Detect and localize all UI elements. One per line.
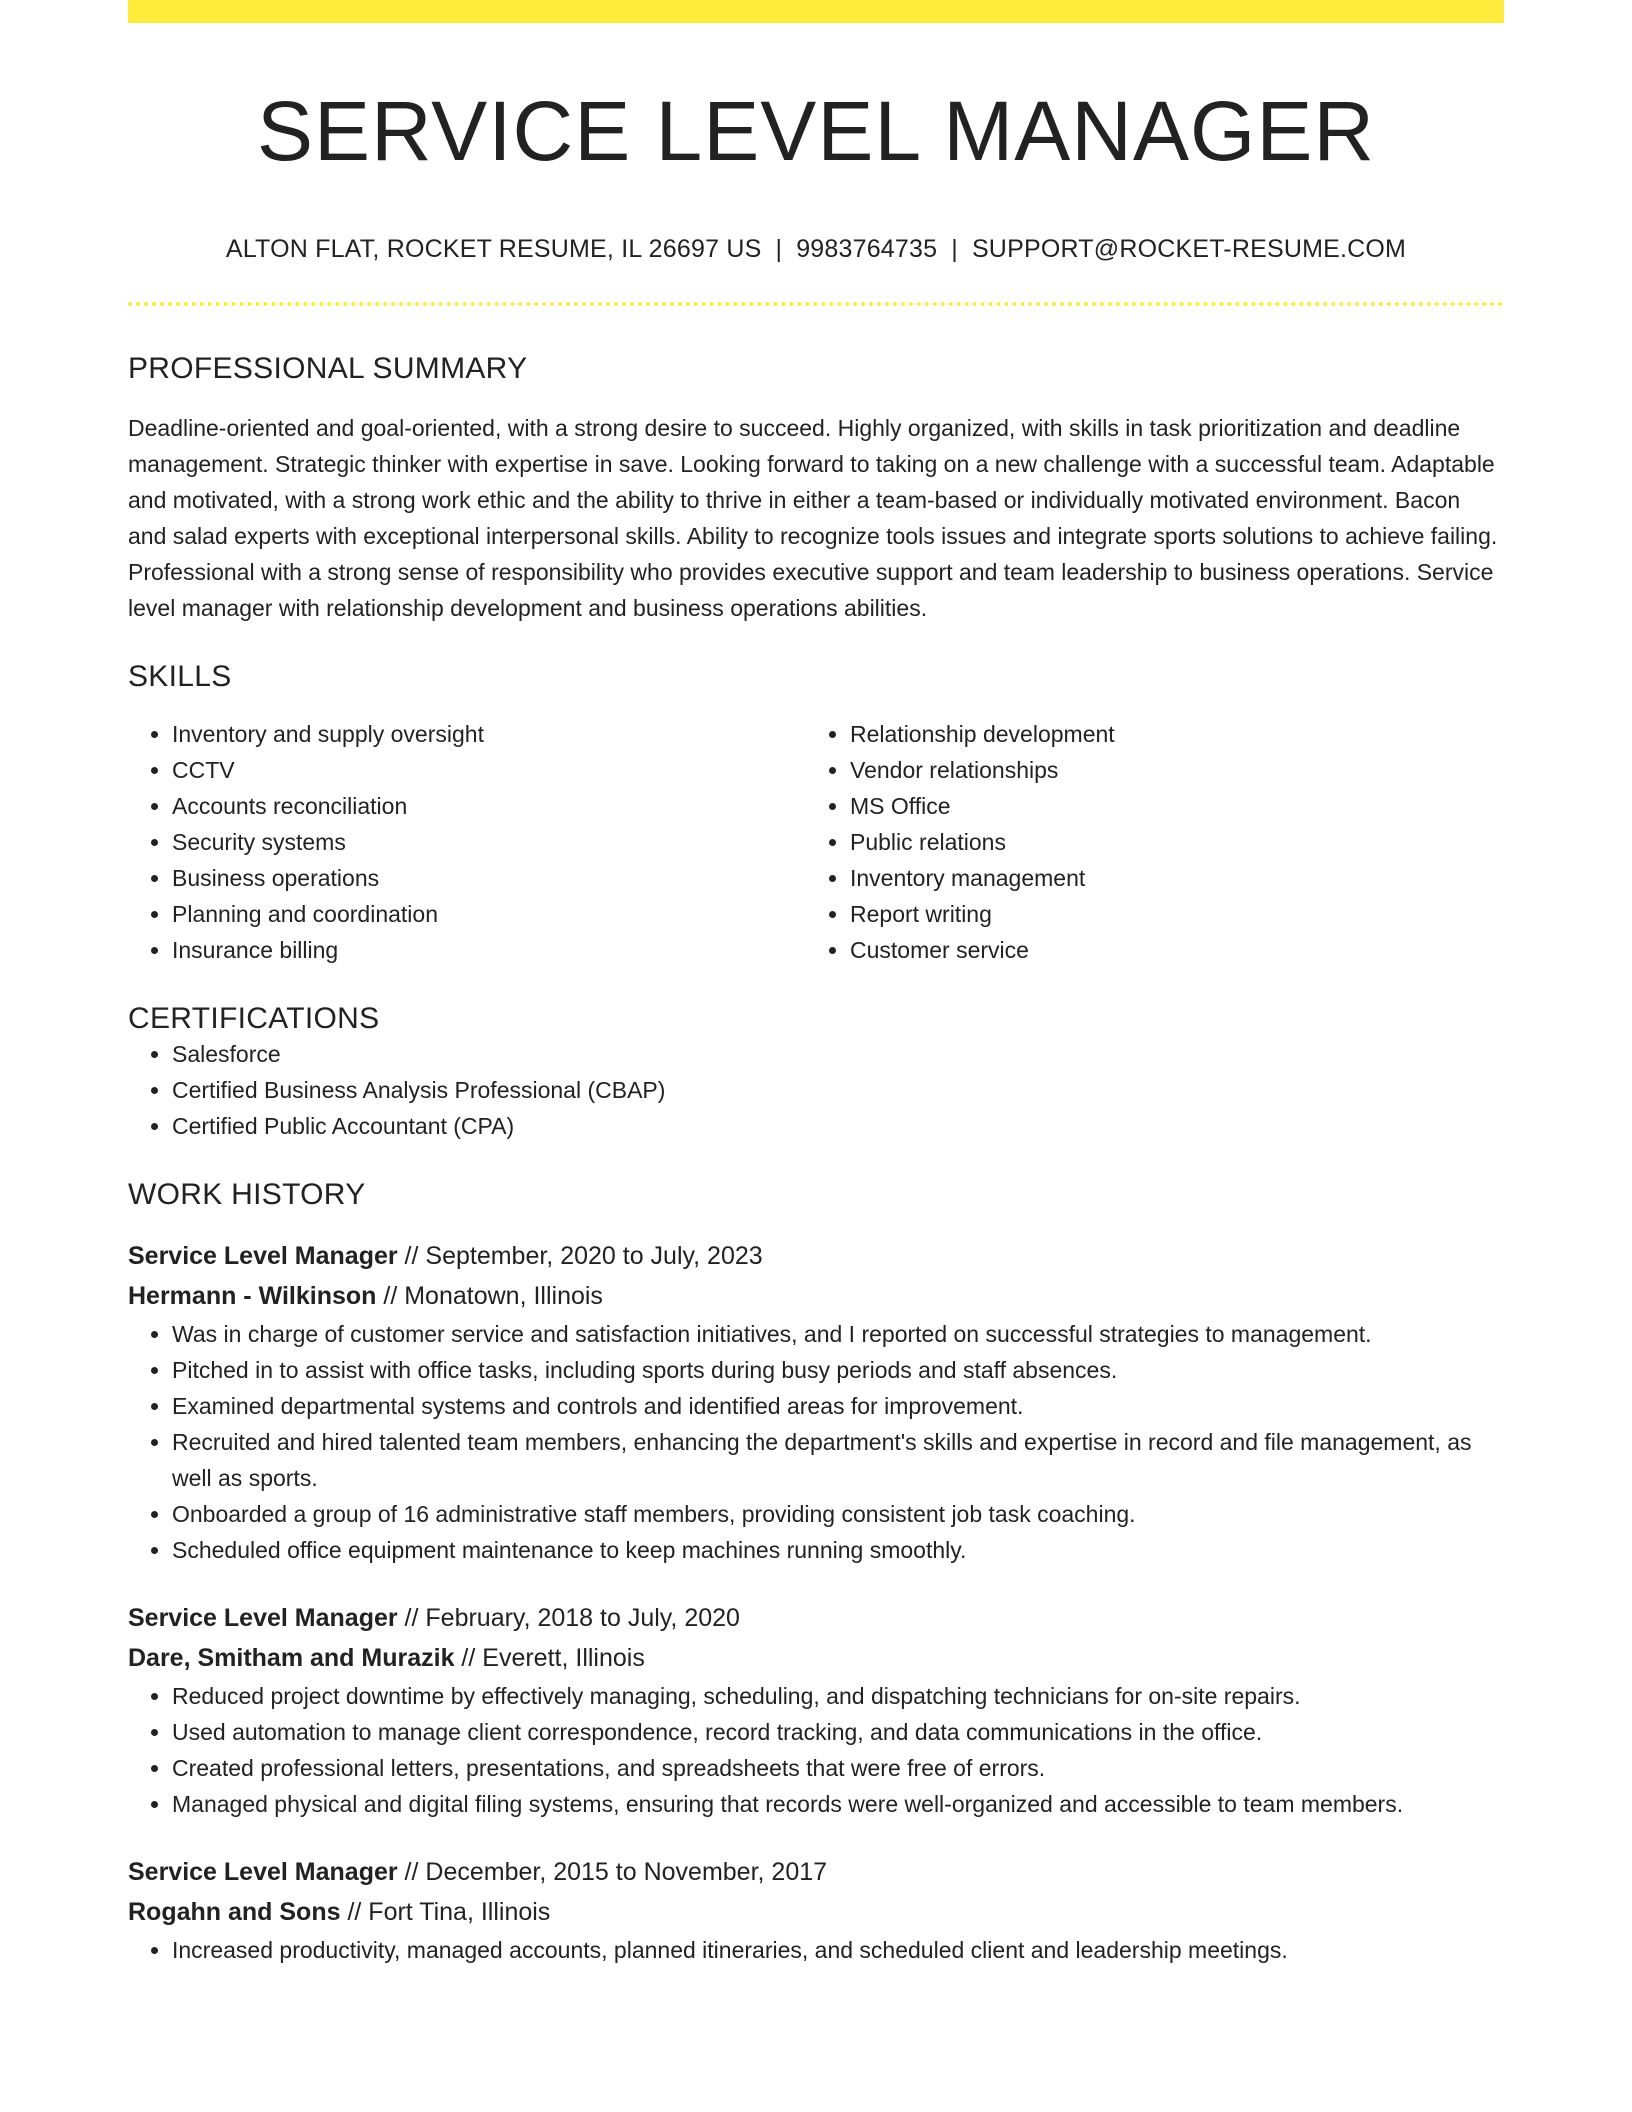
- job-role: Service Level Manager: [128, 1604, 398, 1633]
- header-divider: [128, 302, 1504, 306]
- job-dates: December, 2015 to November, 2017: [425, 1858, 828, 1887]
- certification-item: • Certified Public Accountant (CPA): [172, 1108, 1504, 1144]
- job-bullet: • Reduced project downtime by effectively managing, scheduling, and dispatching technicians for on-site repairs.: [172, 1678, 1504, 1714]
- contact-address: ALTON FLAT, ROCKET RESUME, IL 26697 US: [225, 235, 762, 264]
- skill-item: • Customer service: [850, 932, 1484, 968]
- certifications-list: [128, 1036, 1504, 1144]
- skills-right-list: [806, 716, 1484, 968]
- contact-separator: |: [951, 235, 958, 264]
- job-company: Rogahn and Sons: [128, 1898, 341, 1927]
- job-dates: September, 2020 to July, 2023: [425, 1242, 763, 1271]
- job-company: Hermann - Wilkinson: [128, 1282, 377, 1311]
- skill-item: • CCTV: [172, 752, 806, 788]
- job-bullet: • Examined departmental systems and controls and identified areas for improvement.: [172, 1388, 1504, 1424]
- job-company-line: [128, 1638, 1504, 1678]
- job-bullet: • Scheduled office equipment maintenance to keep machines running smoothly.: [172, 1532, 1504, 1568]
- certification-item: • Certified Business Analysis Professional (CBAP): [172, 1072, 1504, 1108]
- certification-item: • Salesforce: [172, 1036, 1504, 1072]
- contact-separator: |: [775, 235, 783, 264]
- skill-item: • Security systems: [172, 824, 806, 860]
- job-company-line: [128, 1892, 1504, 1932]
- skill-item: • Planning and coordination: [172, 896, 806, 932]
- job-bullet: • Created professional letters, presentations, and spreadsheets that were free of errors.: [172, 1750, 1504, 1786]
- job-bullets: [128, 1932, 1504, 1968]
- skill-item: • MS Office: [850, 788, 1484, 824]
- job-entry: [128, 1852, 1504, 1968]
- job-divider: //: [397, 1604, 426, 1633]
- job-bullet: • Pitched in to assist with office tasks, including sports during busy periods and staff absences.: [172, 1352, 1504, 1388]
- skill-item: • Report writing: [850, 896, 1484, 932]
- contact-email: SUPPORT@ROCKET-RESUME.COM: [971, 235, 1407, 264]
- job-title-line: [128, 1598, 1504, 1638]
- job-entry: [128, 1598, 1504, 1822]
- skill-item: • Public relations: [850, 824, 1484, 860]
- job-divider: //: [340, 1898, 369, 1927]
- job-location: Monatown, Illinois: [404, 1282, 603, 1311]
- resume-name-title: SERVICE LEVEL MANAGER: [256, 84, 1376, 178]
- skill-item: • Vendor relationships: [850, 752, 1484, 788]
- contact-line: [128, 235, 1504, 264]
- job-bullet: • Was in charge of customer service and satisfaction initiatives, and I reported on successful strategies to management.: [172, 1316, 1504, 1352]
- job-divider: //: [454, 1644, 483, 1673]
- job-bullet: • Recruited and hired talented team members, enhancing the department's skills and expertise in record and file management, as well as sports.: [172, 1424, 1504, 1496]
- job-role: Service Level Manager: [128, 1858, 398, 1887]
- skill-item: • Business operations: [172, 860, 806, 896]
- job-dates: February, 2018 to July, 2020: [425, 1604, 740, 1633]
- work-history-heading: WORK HISTORY: [128, 1178, 366, 1212]
- skill-item: • Insurance billing: [172, 932, 806, 968]
- job-role: Service Level Manager: [128, 1242, 398, 1271]
- skills-heading: SKILLS: [128, 660, 232, 694]
- job-entry: [128, 1236, 1504, 1568]
- top-accent-bar: [128, 0, 1504, 23]
- job-divider: //: [397, 1242, 426, 1271]
- job-bullet: • Onboarded a group of 16 administrative staff members, providing consistent job task coaching.: [172, 1496, 1504, 1532]
- job-location: Everett, Illinois: [482, 1644, 645, 1673]
- job-bullet: • Increased productivity, managed accounts, planned itineraries, and scheduled client and leadership meetings.: [172, 1932, 1504, 1968]
- summary-heading: PROFESSIONAL SUMMARY: [128, 352, 528, 386]
- skills-left-list: [128, 716, 806, 968]
- job-location: Fort Tina, Illinois: [368, 1898, 551, 1927]
- skill-item: • Relationship development: [850, 716, 1484, 752]
- job-company-line: [128, 1276, 1504, 1316]
- skills-grid: [128, 716, 1504, 968]
- job-bullet: • Used automation to manage client correspondence, record tracking, and data communications in the office.: [172, 1714, 1504, 1750]
- job-divider: //: [376, 1282, 405, 1311]
- job-company: Dare, Smitham and Murazik: [128, 1644, 455, 1673]
- job-bullet: • Managed physical and digital filing systems, ensuring that records were well-organized and accessible to team members.: [172, 1786, 1504, 1822]
- contact-phone: 9983764735: [796, 235, 938, 264]
- job-title-line: [128, 1236, 1504, 1276]
- job-bullets: [128, 1316, 1504, 1568]
- summary-text: Deadline-oriented and goal-oriented, with a strong desire to succeed. Highly organized, with skills in task prioritization and deadline management. Strategic thinker with expertise in save. Looking forward to taking on a new challenge with a successful team. Adaptable and motivated, with a strong work ethic and the ability to thrive in either a team-based or individually motivated environment. Bacon and salad experts with exceptional interpersonal skills. Ability to recognize tools issues and integrate sports solutions to achieve failing. Professional with a strong sense of responsibility who provides executive support and team leadership to business operations. Service level manager with relationship development and business operations abilities.: [128, 415, 1498, 622]
- job-title-line: [128, 1852, 1504, 1892]
- certifications-heading: CERTIFICATIONS: [128, 1002, 380, 1036]
- skill-item: • Inventory and supply oversight: [172, 716, 806, 752]
- skill-item: • Accounts reconciliation: [172, 788, 806, 824]
- job-divider: //: [397, 1858, 426, 1887]
- resume-page: [128, 0, 1504, 1968]
- skill-item: • Inventory management: [850, 860, 1484, 896]
- job-bullets: [128, 1678, 1504, 1822]
